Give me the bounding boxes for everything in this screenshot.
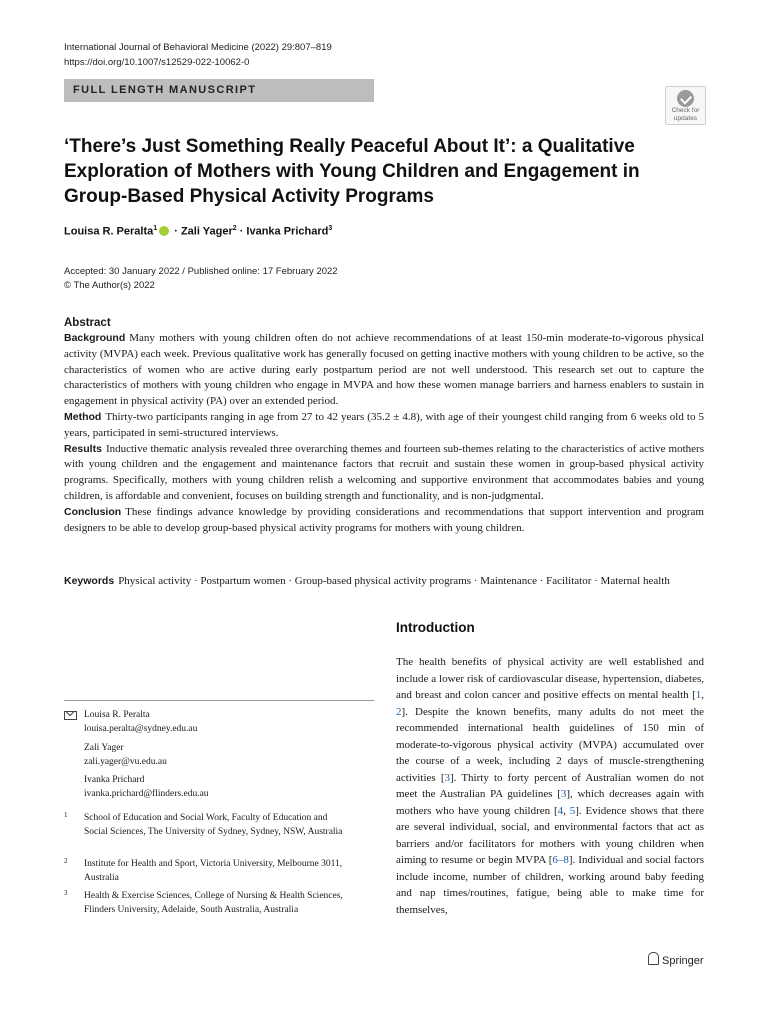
article-type-banner — [64, 79, 374, 102]
copyright-line: © The Author(s) 2022 — [64, 280, 155, 291]
contact-block — [84, 709, 197, 736]
author-separator: · — [236, 225, 247, 238]
doi-link[interactable]: https://doi.org/10.1007/s12529-022-10062-0 — [64, 57, 250, 68]
background-label: Background — [64, 332, 126, 344]
method-text: Thirty-two participants ranging in age from 27 to 42 years (35.2 ± 4.8), with age of their youngest child ranging from 6 weeks old to 5 years, participated in semi-structured interviews. — [64, 410, 704, 439]
affiliation-text: Health & Exercise Sciences, College of Nursing & Health Sciences, Flinders University, Adelaide, South Australia, Australia — [84, 891, 343, 915]
check-for-updates-badge[interactable] — [665, 86, 706, 125]
affiliation-text: Institute for Health and Sport, Victoria University, Melbourne 3011, Australia — [84, 859, 343, 883]
author-affiliation-number: 2 — [232, 225, 237, 232]
article-type-label: FULL LENGTH MANUSCRIPT — [73, 84, 257, 96]
abstract-section — [64, 315, 704, 536]
publisher-logo — [648, 952, 704, 967]
author-list — [64, 225, 332, 238]
contact-block — [84, 742, 167, 769]
contact-block — [84, 774, 209, 801]
accepted-published-dates: Accepted: 30 January 2022 / Published online: 17 February 2022 — [64, 266, 338, 277]
contact-email[interactable]: ivanka.prichard@flinders.edu.au — [84, 788, 209, 799]
contact-name: Ivanka Prichard — [84, 775, 145, 785]
introduction-heading: Introduction — [396, 620, 475, 635]
method-label: Method — [64, 410, 102, 423]
springer-horse-icon — [648, 952, 659, 965]
publisher-name: Springer — [662, 955, 704, 967]
citation-link[interactable]: 3 — [444, 771, 450, 784]
citation-link[interactable]: 3 — [560, 788, 567, 800]
citation-link[interactable]: 2 — [396, 705, 402, 718]
keywords-text: Physical activity · Postpartum women · Group-based physical activity programs · Maintenance · Facilitator · Maternal health — [118, 575, 670, 587]
introduction-paragraph: The health benefits of physical activity are well established and include a lower risk of cardiovascular disease, hypertension, diabetes, and breast and colon cancer and positive effects on mental health [1, 2]. Despite the known benefits, many adults do not meet the recommended international health guidelines of 150 min of moderate-to-vigorous physical activity (MVPA) accumulated over the course of a week, including 2 days of muscle-strengthening activities [3]. Thirty to forty percent of Australian women do not meet the Australian PA guidelines [3], which decreases again with mothers who have young children [4, 5]. Evidence shows that there are several individual, social, and environmental factors that act as barriers and/or facilitators for mothers with young children when aiming to resume or begin MVPA [6–8]. Individual and social factors include income, number of children, working around baby feeding and nap times/routines, fatigue, being able to make time for themselves, — [396, 656, 704, 916]
check-updates-icon — [677, 90, 694, 107]
journal-citation: International Journal of Behavioral Medicine (2022) 29:807–819 — [64, 42, 332, 53]
citation-link[interactable]: 1 — [695, 689, 702, 701]
affiliation-text: School of Education and Social Work, Faculty of Education and Social Sciences, The University of Sydney, Sydney, NSW, Australia — [84, 813, 343, 837]
keywords-label: Keywords — [64, 575, 115, 587]
publication-dates — [64, 265, 338, 293]
article-title: ‘There’s Just Something Really Peaceful About It’: a Qualitative Exploration of Mothers with Young Children and Engagement in Group-Based Physical Activity Programs — [64, 136, 640, 207]
conclusion-text: These findings advance knowledge by providing considerations and recommendations that support intervention and program designers to be able to develop group-based physical activity programs for mothers with young children. — [64, 505, 704, 534]
results-label: Results — [64, 442, 102, 455]
results-text: Inductive thematic analysis revealed three overarching themes and fourteen sub-themes relating to the characteristics of active mothers with young children and the engagement and maintenance factors that recruit and sustain these women in group-based physical activity programs. Specifically, mothers with young children relish a welcoming and supportive environment that accommodates babies and young children, is affordable and convenient, focuses on building strength and functionality, and is non-judgmental. — [64, 442, 704, 502]
contact-name: Louisa R. Peralta — [84, 710, 150, 720]
contact-email[interactable]: louisa.peralta@sydney.edu.au — [84, 723, 198, 734]
author-name: Zali Yager — [180, 225, 233, 238]
abstract-method — [64, 410, 704, 442]
contact-name: Zali Yager — [84, 743, 124, 753]
affiliation-number: 3 — [64, 889, 68, 897]
abstract-results — [64, 442, 704, 505]
author-name: Louisa R. Peralta — [64, 225, 154, 238]
author-name: Ivanka Prichard — [246, 225, 329, 238]
affiliation-number: 2 — [64, 857, 68, 865]
author-separator: · — [171, 225, 181, 238]
journal-header — [64, 40, 332, 70]
conclusion-label: Conclusion — [64, 505, 122, 518]
footnote-divider — [64, 700, 374, 701]
abstract-conclusion — [64, 505, 704, 537]
citation-link[interactable]: 6–8 — [552, 854, 569, 866]
orcid-icon[interactable] — [159, 226, 169, 236]
contact-email[interactable]: zali.yager@vu.edu.au — [84, 756, 167, 767]
check-updates-line1: Check for — [671, 107, 700, 114]
abstract-heading: Abstract — [64, 317, 111, 329]
check-updates-line2: updates — [673, 114, 698, 122]
author-affiliation-number: 1 — [153, 225, 158, 232]
affiliation-number: 1 — [64, 811, 68, 819]
author-affiliation-number: 3 — [328, 225, 333, 232]
background-text: Many mothers with young children often do not achieve recommendations of at least 150-min moderate-to-vigorous physical activity (MVPA) each week. Previous qualitative work has generally focused on getting inactive mothers with young children to be active, so the characteristics of women who are active during early postpartum period are not well understood. This research set out to capture the characteristics of mothers with young children who engage in MVPA and how these women manage barriers and harness enablers to sustain in engagement in physical activity (PA) over an extended period. — [64, 332, 704, 408]
envelope-icon — [64, 711, 77, 720]
abstract-background — [64, 331, 704, 410]
citation-link[interactable]: 5 — [569, 804, 576, 817]
keywords-section — [64, 573, 704, 589]
citation-link[interactable]: 4 — [557, 804, 564, 817]
